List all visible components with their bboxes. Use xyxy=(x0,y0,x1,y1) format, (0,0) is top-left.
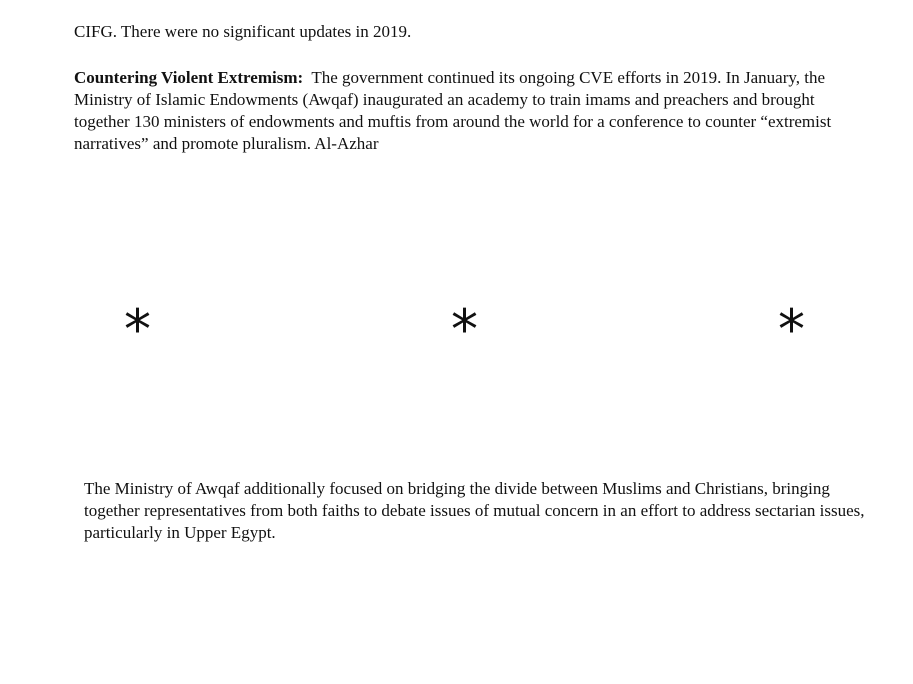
separator-asterisk-3: * xyxy=(778,298,805,361)
cve-paragraph xyxy=(74,67,874,155)
awqaf-paragraph: The Ministry of Awqaf additionally focused on bridging the divide between Muslims and Christians, bringing together representatives from both faiths to debate issues of mutual concern in an effort to address sectarian issues, particularly in Upper Egypt. xyxy=(84,479,865,542)
cve-body: The government continued its ongoing CVE efforts in 2019. In January, the Ministry of Islamic Endowments (Awqaf) inaugurated an academy to train imams and preachers and brought together 130 ministers of endowments and muftis from around the world for a conference to counter “extremist narratives” and promote pluralism. Al-Azhar xyxy=(74,68,832,153)
separator-asterisk-2: * xyxy=(451,298,478,361)
separator-asterisk-1: * xyxy=(124,298,151,361)
cve-heading: Countering Violent Extremism: xyxy=(74,68,304,87)
cifg-paragraph: CIFG. There were no significant updates in 2019. xyxy=(74,22,412,41)
